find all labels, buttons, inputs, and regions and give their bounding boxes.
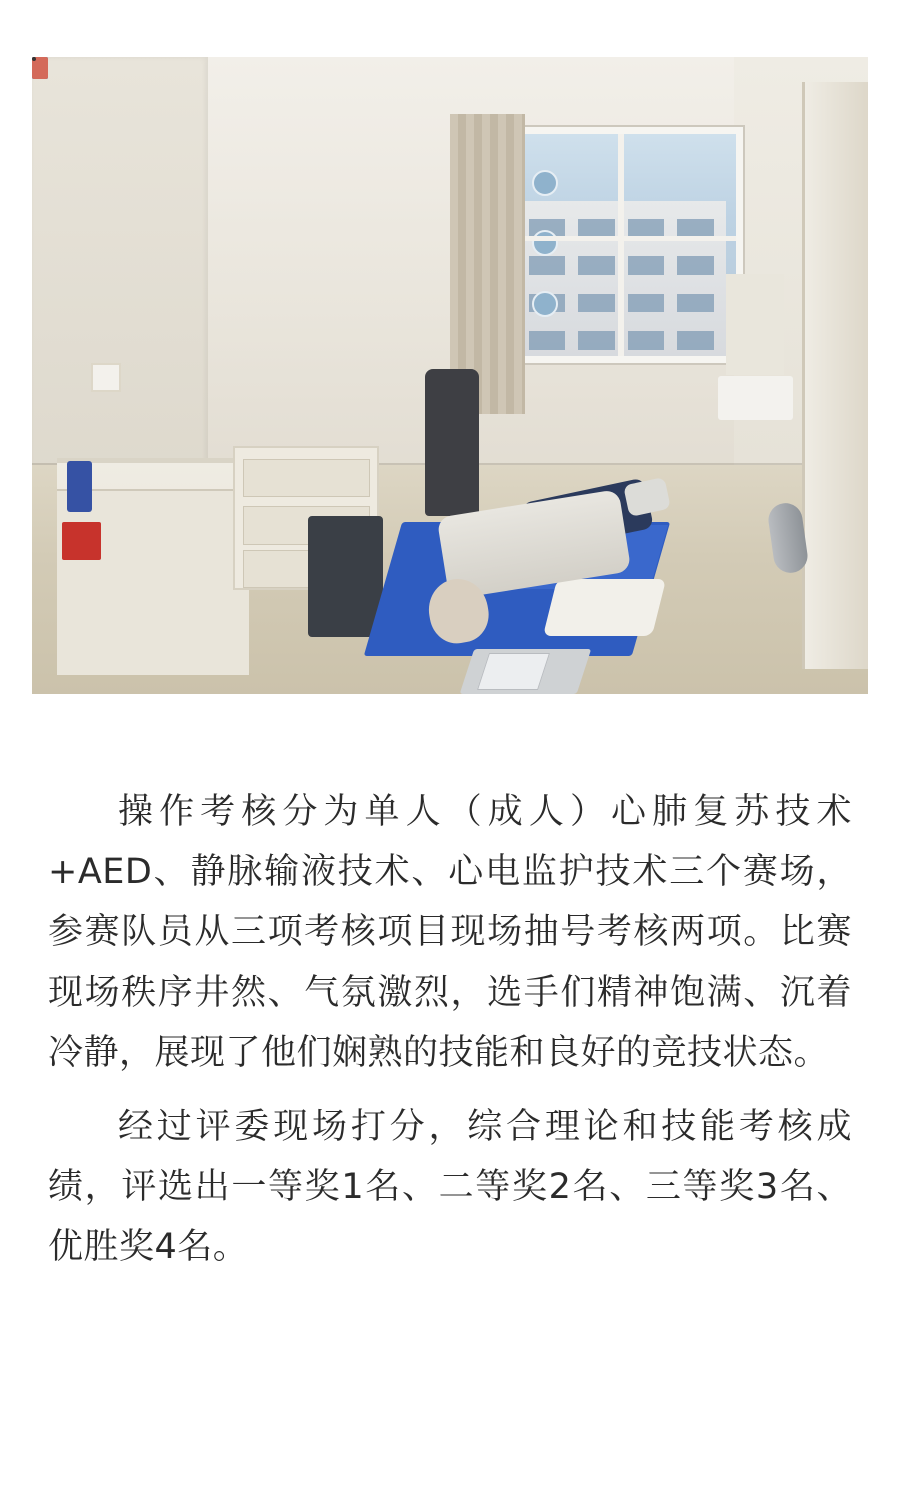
window-mullion-vertical bbox=[618, 134, 624, 356]
black-bag bbox=[425, 369, 479, 516]
photo-scene bbox=[32, 57, 868, 694]
door bbox=[802, 82, 868, 668]
aed-device bbox=[477, 653, 550, 690]
article-body bbox=[48, 782, 852, 1278]
red-sharps-box bbox=[62, 522, 100, 560]
wall-towel bbox=[726, 274, 785, 376]
counter-front bbox=[57, 489, 249, 676]
blue-bottle bbox=[67, 461, 92, 512]
wall-outlet bbox=[91, 363, 122, 392]
stool bbox=[308, 516, 383, 637]
window bbox=[500, 127, 742, 363]
document-page bbox=[0, 57, 900, 1508]
wall-left bbox=[32, 57, 208, 516]
sink bbox=[718, 376, 793, 421]
paragraph-1: 操作考核分为单人（成人）心肺复苏技术+AED、静脉输液技术、心电监护技术三个赛场，参赛队员从三项考核项目现场抽号考核两项。比赛现场秩序井然、气氛激烈，选手们精神饱满、沉着冷静，展现了他们娴熟的技能和良好的竞技状态。 bbox=[48, 792, 852, 1073]
paragraph-2: 经过评委现场打分，综合理论和技能考核成绩，评选出一等奖1名、二等奖2名、三等奖3名、优胜奖4名。 bbox=[48, 1106, 852, 1268]
pillow bbox=[543, 579, 666, 636]
facade-circles bbox=[532, 170, 564, 330]
article-photo bbox=[32, 57, 868, 694]
window-mullion-horizontal bbox=[507, 236, 735, 241]
